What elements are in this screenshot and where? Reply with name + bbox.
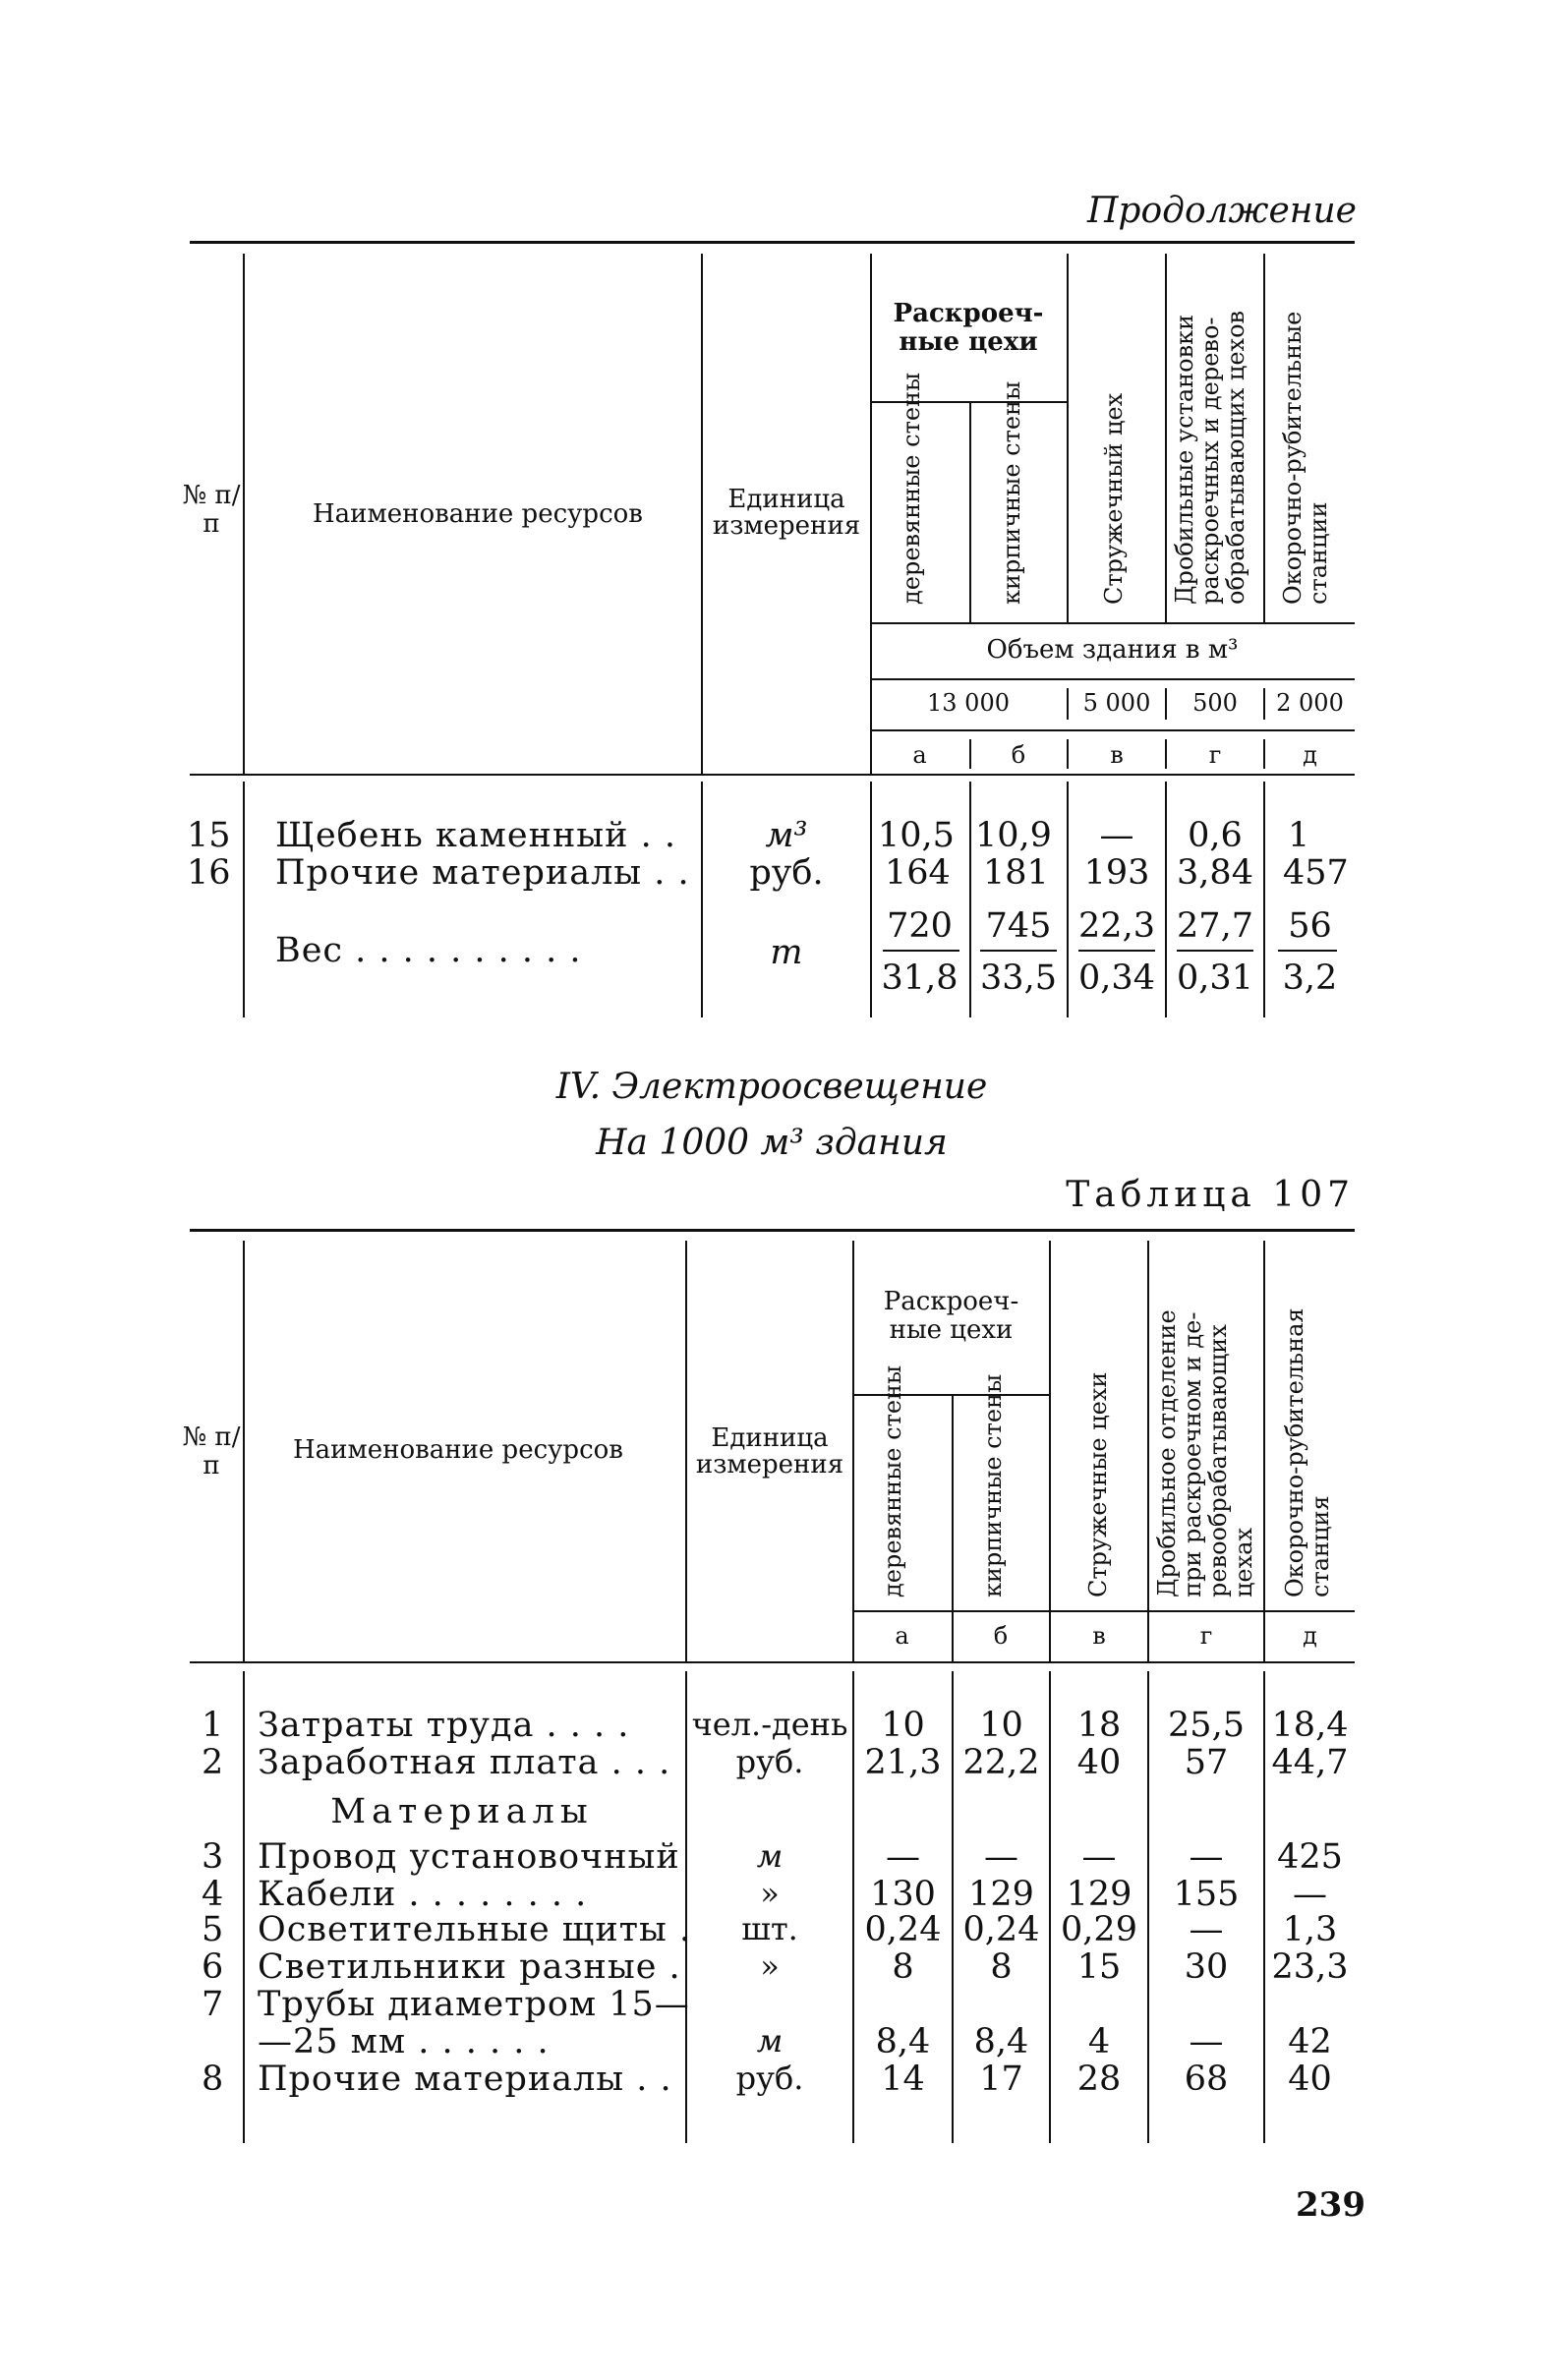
cell-b: 10,9: [975, 816, 1052, 855]
row-num: 1: [202, 1706, 224, 1745]
t1-col-v: в: [1110, 741, 1124, 769]
row-num: 15: [187, 816, 231, 855]
cell-g: —: [1189, 2022, 1224, 2061]
row-name: Прочие материалы . .: [275, 853, 690, 893]
row-name: Светильники разные .: [258, 1947, 681, 1987]
cell-v: 18: [1076, 1706, 1122, 1745]
t2-col-d: д: [1303, 1622, 1317, 1650]
cell-a: 21,3: [864, 1743, 942, 1782]
t2-header-num: № п/п: [182, 1422, 241, 1480]
cell-v: 4: [1087, 2022, 1111, 2061]
cell-a: 10,5: [878, 816, 955, 855]
row-name: Кабели . . . . . . . .: [258, 1875, 588, 1914]
row-unit: м³: [765, 816, 808, 855]
cell-a: —: [886, 1837, 920, 1877]
cell-d: 44,7: [1271, 1743, 1349, 1782]
t1-vol-a: 13 000: [927, 689, 1010, 717]
page-number: 239: [1296, 2185, 1365, 2225]
row-unit: т: [770, 933, 803, 972]
cell-b: 22,2: [962, 1743, 1040, 1782]
cell-g: —: [1189, 1837, 1224, 1877]
t1-vol-v: 5 000: [1082, 689, 1151, 717]
cell-g: 3,84: [1177, 853, 1253, 893]
cell-g: —: [1189, 1910, 1224, 1949]
row-name: Трубы диаметром 15—: [258, 1985, 690, 2024]
cell-d: 18,4: [1271, 1706, 1349, 1745]
row-name: —25 мм . . . . . .: [258, 2022, 550, 2061]
t1-header-brick-walls: кирпичные стены: [998, 380, 1025, 605]
cell-a: 10: [881, 1706, 925, 1745]
t1-header-name: Наименование ресурсов: [313, 499, 643, 529]
cell-a: 130: [870, 1875, 936, 1914]
row-unit: чел.-день: [691, 1706, 848, 1743]
t2-header-wood-walls: деревянные стены: [879, 1364, 906, 1597]
cell-v: —: [1099, 816, 1134, 855]
cell-g: 30: [1184, 1947, 1229, 1987]
row-unit: руб.: [749, 853, 824, 893]
t2-header-unit: Единица измерения: [695, 1423, 844, 1480]
cell-v: 15: [1076, 1947, 1122, 1987]
row-num: 16: [187, 853, 231, 893]
section-title: IV. Электроосвещение: [555, 1067, 988, 1107]
cell-a-top: 720: [887, 906, 953, 946]
cell-v: 193: [1083, 853, 1150, 893]
t2-header-cutting: Раскроеч- ные цехи: [883, 1287, 1019, 1345]
row-num: 5: [202, 1910, 224, 1949]
cell-b: 8,4: [973, 2022, 1029, 2061]
row-num: 8: [202, 2060, 224, 2099]
row-unit: »: [760, 1875, 780, 1912]
cell-g: 0,6: [1188, 816, 1243, 855]
t2-col-g: г: [1199, 1622, 1213, 1650]
row-unit: м: [756, 2022, 784, 2060]
row-num: 7: [202, 1985, 224, 2024]
cell-g: 155: [1173, 1875, 1240, 1914]
cell-g: 68: [1184, 2060, 1229, 2099]
row-unit: м: [756, 1837, 784, 1875]
t2-header-brick-walls: кирпичные стены: [979, 1373, 1007, 1597]
cell-g: 57: [1184, 1743, 1229, 1782]
cell-d: 457: [1283, 853, 1349, 893]
t2-header-shaving: Стружечные цехи: [1084, 1371, 1112, 1597]
cell-v: 0,29: [1061, 1910, 1137, 1949]
t1-header-wood-walls: деревянные стены: [898, 372, 925, 605]
t1-col-g: г: [1208, 741, 1222, 769]
cell-v: —: [1081, 1837, 1117, 1877]
t2-col-b: б: [993, 1622, 1009, 1650]
t2-header-debarking: Окорочно-рубительная станция: [1281, 1307, 1334, 1597]
table-label: Таблица 107: [1066, 1175, 1355, 1215]
t1-header-unit: Единица измерения: [712, 485, 861, 542]
row-num: 3: [202, 1837, 224, 1877]
t1-header-crushing: Дробильные установки раскроечных и дерево- обрабатывающих цехов: [1171, 310, 1249, 605]
row-unit: руб.: [735, 1743, 804, 1780]
t1-header-debarking: Окорочно-рубительные станции: [1279, 311, 1332, 605]
cell-b-top: 745: [985, 906, 1052, 946]
cell-b: 10: [979, 1706, 1023, 1745]
t2-col-a: а: [895, 1622, 909, 1650]
t1-header-num: № п/п: [182, 481, 241, 539]
cell-d: 1,3: [1282, 1910, 1338, 1949]
cell-v: 28: [1076, 2060, 1122, 2099]
cell-v: 40: [1076, 1743, 1122, 1782]
cell-b: 17: [979, 2060, 1023, 2099]
cell-b-bottom: 33,5: [980, 958, 1057, 998]
t1-col-d: д: [1303, 741, 1317, 769]
cell-d: 23,3: [1271, 1947, 1349, 1987]
row-name: Затраты труда . . . .: [258, 1706, 630, 1745]
cell-d: 42: [1288, 2022, 1332, 2061]
t1-vol-d: 2 000: [1276, 689, 1344, 717]
row-unit: шт.: [741, 1910, 798, 1947]
cell-b: 129: [968, 1875, 1034, 1914]
t2-col-v: в: [1092, 1622, 1106, 1650]
cell-d: 1: [1288, 816, 1310, 855]
t1-header-shaving: Стружечный цех: [1100, 392, 1128, 605]
row-name: Осветительные щиты .: [258, 1910, 692, 1949]
section-subtitle: На 1000 м³ здания: [596, 1123, 948, 1163]
cell-v-top: 22,3: [1078, 906, 1155, 946]
cell-g: 25,5: [1168, 1706, 1245, 1745]
cell-v-bottom: 0,34: [1078, 958, 1155, 998]
t1-vol-g: 500: [1192, 689, 1238, 717]
t1-header-cutting: Раскроеч- ные цехи: [893, 299, 1044, 357]
cell-d: 425: [1277, 1837, 1343, 1877]
cell-a-bottom: 31,8: [881, 958, 958, 998]
row-section-name: Материалы: [330, 1792, 594, 1831]
cell-a: 14: [881, 2060, 925, 2099]
continuation-label: Продолжение: [1087, 191, 1357, 231]
cell-d: 40: [1288, 2060, 1332, 2099]
t1-header-volume: Объем здания в м³: [986, 635, 1239, 665]
cell-a: 8: [892, 1947, 914, 1987]
row-name: Прочие материалы . .: [258, 2060, 672, 2099]
cell-b: —: [984, 1837, 1018, 1877]
cell-d-bottom: 3,2: [1282, 958, 1338, 998]
cell-a: 164: [885, 853, 951, 893]
cell-b: 0,24: [962, 1910, 1040, 1949]
row-name: Вес . . . . . . . . . .: [275, 931, 582, 970]
cell-d: —: [1293, 1875, 1327, 1914]
cell-d-top: 56: [1288, 906, 1332, 946]
row-name: Щебень каменный . .: [275, 816, 676, 855]
t2-header-name: Наименование ресурсов: [293, 1435, 623, 1465]
cell-a: 0,24: [864, 1910, 942, 1949]
row-num: 6: [202, 1947, 224, 1987]
row-unit: руб.: [735, 2060, 804, 2097]
row-name: Заработная плата . . .: [258, 1743, 671, 1782]
row-num: 2: [202, 1743, 224, 1782]
t1-col-b: б: [1011, 741, 1026, 769]
row-name: Провод установочный: [258, 1837, 680, 1877]
cell-v: 129: [1066, 1875, 1132, 1914]
row-unit: »: [760, 1947, 780, 1985]
cell-a: 8,4: [875, 2022, 931, 2061]
t2-header-crushing: Дробильное отделение при раскроечном и де- ревообрабатывающих цехах: [1153, 1309, 1257, 1597]
cell-b: 181: [983, 853, 1049, 893]
cell-g-bottom: 0,31: [1177, 958, 1253, 998]
t1-col-a: а: [912, 741, 927, 769]
row-num: 4: [202, 1875, 224, 1914]
cell-g-top: 27,7: [1177, 906, 1253, 946]
cell-b: 8: [990, 1947, 1013, 1987]
